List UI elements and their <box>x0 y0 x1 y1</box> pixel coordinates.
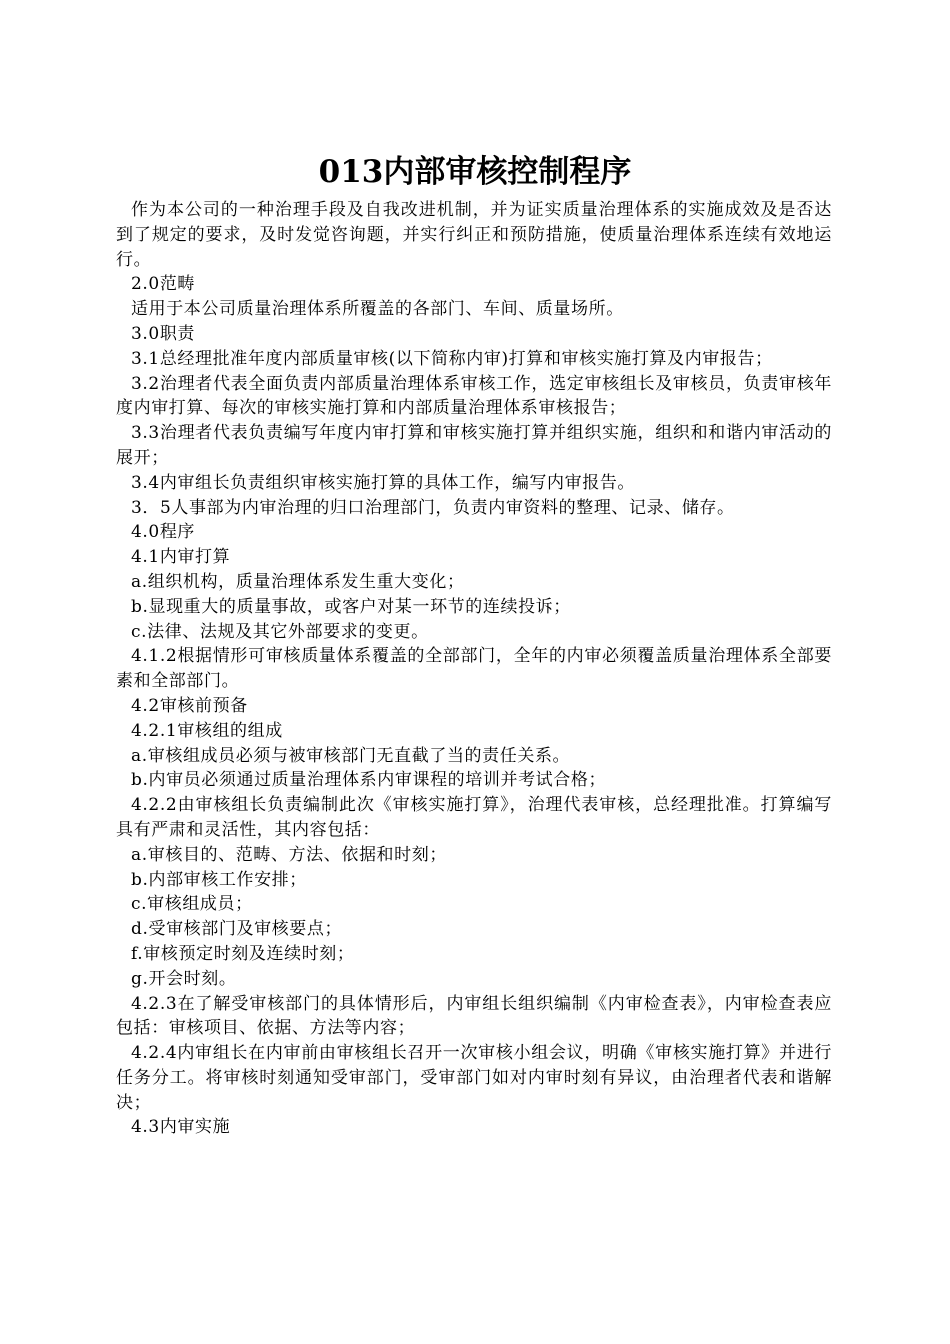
list-item: c.审核组成员； <box>131 894 253 915</box>
heading-4-2: 4.2审核前预备 <box>131 695 248 716</box>
list-item: g.开会时刻。 <box>131 968 237 989</box>
paragraph-4-2-2: 4.2.2由审核组长负责编制此次《审核实施打算》，治理代表审核，总经理批准。打算编写具有严肃和灵活性，其内容包括： <box>116 795 832 840</box>
paragraph-3-2: 3.2治理者代表全面负责内部质量治理体系审核工作，选定审核组长及审核员，负责审核年度内审打算、每次的审核实施打算和内部质量治理体系审核报告； <box>116 373 832 419</box>
list-item: d.受审核部门及审核要点； <box>131 919 343 940</box>
list-item: b.内审员必须通过质量治理体系内审课程的培训并考试合格； <box>131 770 607 791</box>
heading-4-1: 4.1内审打算 <box>131 547 231 568</box>
paragraph-purpose: 作为本公司的一种治理手段及自我改进机制，并为证实质量治理体系的实施成效及是否达到了规定的要求，及时发觉咨询题，并实行纠正和预防措施，使质量治理体系连续有效地运行。 <box>116 200 832 270</box>
paragraph-scope: 适用于本公司质量治理体系所覆盖的各部门、车间、质量场所。 <box>131 299 624 320</box>
list-item: b.内部审核工作安排； <box>131 869 307 890</box>
paragraph-3-5: 3．5人事部为内审治理的归口治理部门，负责内审资料的整理、记录、储存。 <box>131 497 735 518</box>
paragraph-3-4: 3.4内审组长负责组织审核实施打算的具体工作，编写内审报告。 <box>131 472 636 493</box>
heading-responsibilities: 3.0职责 <box>131 323 196 344</box>
list-item: a.审核目的、范畴、方法、依据和时刻； <box>131 844 447 865</box>
list-item: f.审核预定时刻及连续时刻； <box>131 943 355 964</box>
paragraph-3-1: 3.1总经理批准年度内部质量审核(以下简称内审)打算和审核实施打算及内审报告； <box>131 348 773 369</box>
list-item: b.显现重大的质量事故，或客户对某一环节的连续投诉； <box>131 596 571 617</box>
paragraph-4-1-2: 4.1.2根据情形可审核质量体系覆盖的全部部门，全年的内审必须覆盖质量治理体系全部要素和全部部门。 <box>116 646 832 692</box>
list-item: a.组织机构，质量治理体系发生重大变化； <box>131 571 465 592</box>
heading-4-2-1: 4.2.1审核组的组成 <box>131 720 283 741</box>
document-body <box>116 198 832 1140</box>
paragraph-4-2-4: 4.2.4内审组长在内审前由审核组长召开一次审核小组会议，明确《审核实施打算》并进行任务分工。将审核时刻通知受审部门，受审部门如对内审时刻有异议，由治理者代表和谐解决； <box>116 1043 832 1113</box>
list-item: c.法律、法规及其它外部要求的变更。 <box>131 621 429 642</box>
list-item: a.审核组成员必须与被审核部门无直截了当的责任关系。 <box>131 745 571 766</box>
heading-procedure: 4.0程序 <box>131 522 196 543</box>
paragraph-3-3: 3.3治理者代表负责编写年度内审打算和审核实施打算并组织实施，组织和和谐内审活动的展开； <box>116 423 832 468</box>
heading-scope: 2.0范畴 <box>131 274 196 295</box>
paragraph-4-2-3: 4.2.3在了解受审核部门的具体情形后，内审组长组织编制《内审检查表》，内审检查表应包括：审核项目、依据、方法等内容； <box>116 993 832 1039</box>
heading-4-3: 4.3内审实施 <box>131 1117 231 1138</box>
document-title: 013内部审核控制程序 <box>318 154 632 190</box>
